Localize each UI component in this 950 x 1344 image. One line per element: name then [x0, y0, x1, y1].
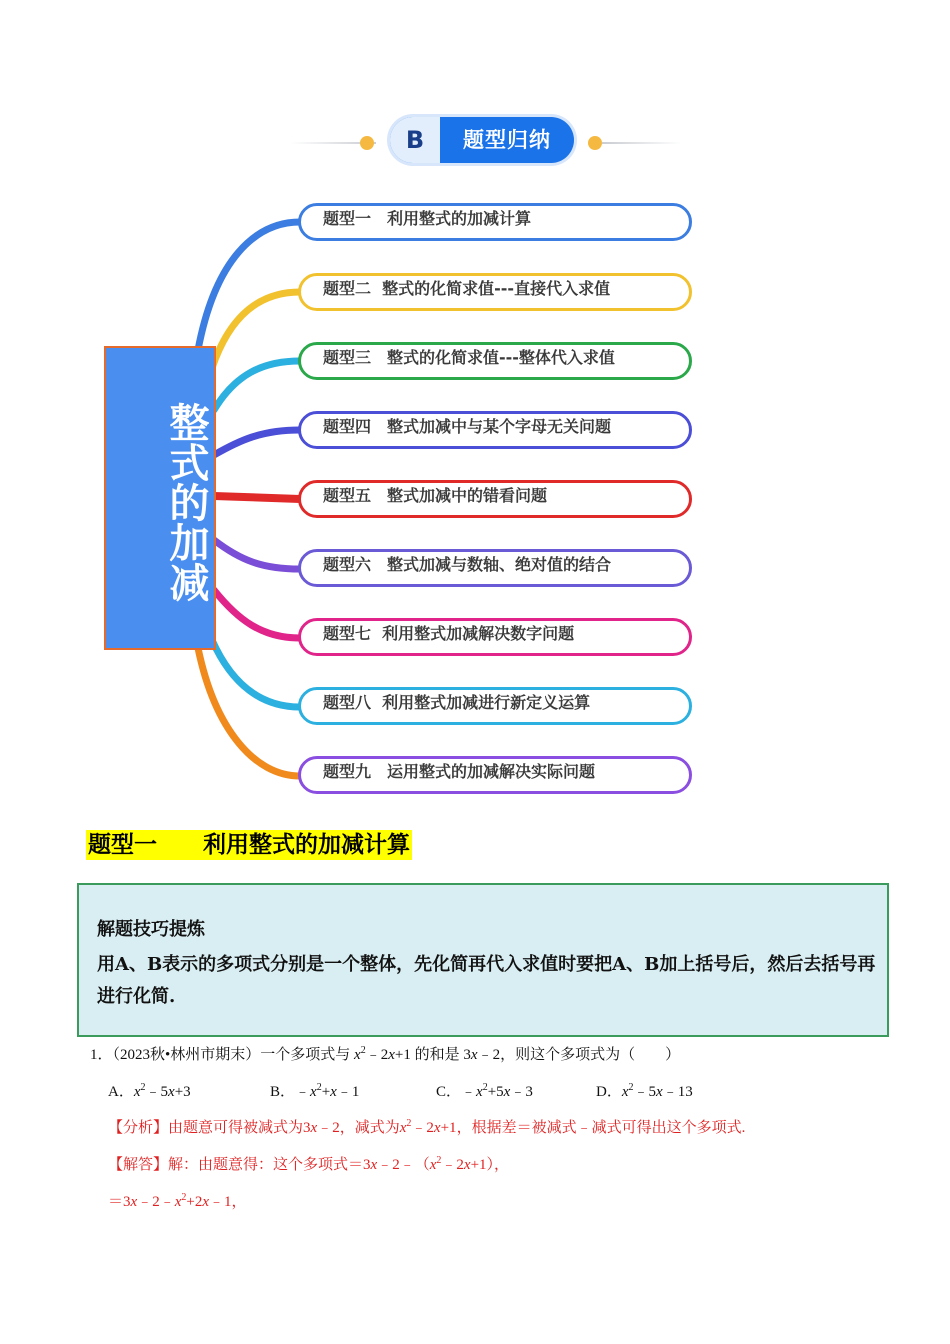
- mindmap-item-3[interactable]: [298, 342, 692, 380]
- mindmap-item-8[interactable]: [298, 687, 692, 725]
- connector-3: [214, 361, 300, 410]
- mindmap-item-label: 题型一 利用整式的加减计算: [323, 209, 532, 228]
- math-expr: $x^2﹣5x﹣13$: [621, 1082, 693, 1100]
- math-expr: 3x﹣2: [303, 1120, 340, 1136]
- mindmap-item-4[interactable]: [298, 411, 692, 449]
- tip-box: [77, 883, 889, 1037]
- analysis-c: ，根据差＝被减式﹣减式可得出这个多项式.: [456, 1120, 746, 1136]
- answer-step: [108, 1190, 247, 1211]
- mindmap-item-1[interactable]: [298, 203, 692, 241]
- question-stem-c: ，则这个多项式为（ ）: [500, 1047, 681, 1063]
- question-stem: [90, 1043, 680, 1064]
- mindmap-item-9[interactable]: [298, 756, 692, 794]
- math-expr: $3x﹣2﹣(x^2﹣2x+1)$: [363, 1155, 495, 1173]
- badge-letter: B: [390, 117, 440, 163]
- analysis-b: ，减式为: [339, 1120, 400, 1136]
- mindmap-item-7[interactable]: [298, 618, 692, 656]
- math-expr: $x^2﹣2x+1$: [399, 1118, 457, 1136]
- math-expr: $﹣x^2+5x﹣3$: [461, 1082, 533, 1100]
- connector-1: [198, 222, 300, 350]
- tip-heading: 解题技巧提炼: [97, 919, 205, 940]
- mindmap-item-label: 题型六 整式加减与数轴、绝对值的结合: [323, 555, 612, 574]
- answer-b: ，: [494, 1157, 510, 1173]
- analysis-tag: 【分析】: [108, 1120, 169, 1136]
- connector-2: [212, 292, 300, 368]
- connector-4: [214, 430, 300, 455]
- question-source: （2023秋•林州市期末）: [112, 1047, 261, 1063]
- option-c[interactable]: [436, 1080, 533, 1101]
- option-a-letter: A．: [108, 1084, 134, 1100]
- mindmap-item-label: 题型三 整式的化简求值---整体代入求值: [323, 348, 615, 367]
- connector-8: [212, 640, 300, 707]
- mindmap-item-label: 题型五 整式加减中的错看问题: [323, 486, 548, 505]
- question-stem-a: 一个多项式与: [260, 1047, 351, 1063]
- connector-9: [198, 648, 300, 776]
- mindmap-item-5[interactable]: [298, 480, 692, 518]
- math-expr: $x^2﹣2x+1$: [354, 1045, 411, 1063]
- mindmap-item-label: 题型四 整式加减中与某个字母无关问题: [323, 417, 612, 436]
- answer-line: [108, 1153, 509, 1174]
- option-a[interactable]: [108, 1080, 191, 1101]
- question-number: 1．: [90, 1047, 113, 1063]
- math-expr: 3x﹣2: [463, 1047, 501, 1063]
- tip-body: 用A、B表示的多项式分别是一个整体，先化简再代入求值时要把A、B加上括号后，然后去括号再进行化简.: [97, 954, 876, 1007]
- mindmap-item-label: 题型八 利用整式加减进行新定义运算: [323, 693, 591, 712]
- mindmap-item-label: 题型二 整式的化简求值---直接代入求值: [323, 279, 611, 298]
- connector-7: [214, 590, 300, 638]
- answer-a: 解：由题意得：这个多项式＝: [168, 1157, 364, 1173]
- math-expr: $=3x﹣2﹣x^2+2x﹣1$，: [108, 1192, 247, 1210]
- analysis-line: [108, 1116, 745, 1137]
- connector-5: [214, 496, 300, 499]
- mindmap-topic: [104, 346, 216, 650]
- option-b-letter: B．: [270, 1084, 296, 1100]
- answer-tag: 【解答】: [108, 1157, 169, 1173]
- badge-title: 题型归纳: [463, 128, 551, 152]
- mindmap-item-label: 题型七 利用整式加减解决数字问题: [323, 624, 575, 643]
- analysis-a: 由题意可得被减式为: [168, 1120, 304, 1136]
- option-d[interactable]: [596, 1080, 693, 1101]
- question-stem-b: 的和是: [414, 1047, 460, 1063]
- mindmap-item-6[interactable]: [298, 549, 692, 587]
- connector-6: [214, 540, 300, 569]
- math-expr: $﹣x^2+x﹣1$: [295, 1082, 360, 1100]
- option-c-letter: C．: [436, 1084, 462, 1100]
- math-expr: $x^2﹣5x+3$: [133, 1082, 191, 1100]
- option-d-letter: D．: [596, 1084, 622, 1100]
- section-title: 题型一 利用整式的加减计算: [88, 832, 410, 858]
- mindmap-topic-text: 整式的加减: [163, 402, 209, 602]
- option-b[interactable]: [270, 1080, 359, 1101]
- mindmap-item-2[interactable]: [298, 273, 692, 311]
- mindmap-item-label: 题型九 运用整式的加减解决实际问题: [323, 762, 596, 781]
